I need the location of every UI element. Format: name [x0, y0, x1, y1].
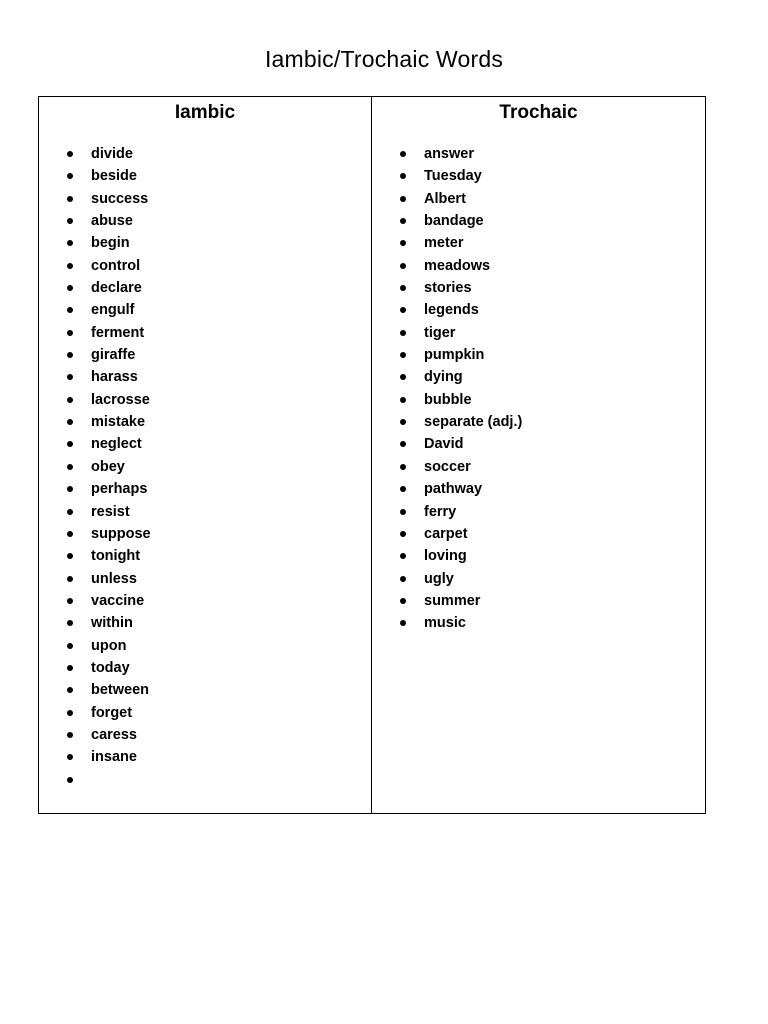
bullet-icon [400, 307, 406, 313]
bullet-icon [67, 285, 73, 291]
iambic-word-text: neglect [91, 436, 142, 453]
trochaic-word-item [372, 299, 705, 321]
trochaic-word-item [372, 590, 705, 612]
bullet-icon [400, 553, 406, 559]
iambic-word-item [39, 322, 371, 344]
bullet-icon [400, 464, 406, 470]
iambic-word-text: upon [91, 637, 127, 654]
trochaic-word-text: legends [424, 302, 479, 319]
trochaic-word-item [372, 456, 705, 478]
trochaic-word-text: soccer [424, 458, 471, 475]
trochaic-word-item [372, 523, 705, 545]
trochaic-word-text: answer [424, 146, 474, 162]
bullet-icon [400, 531, 406, 537]
iambic-word-item [39, 210, 371, 232]
trochaic-word-text: dying [424, 369, 463, 386]
bullet-icon [67, 509, 73, 515]
bullet-icon [400, 285, 406, 291]
trochaic-word-item [372, 389, 705, 411]
bullet-icon [67, 777, 73, 783]
bullet-icon [400, 352, 406, 358]
trochaic-word-item [372, 545, 705, 567]
bullet-icon [67, 419, 73, 425]
trochaic-word-text: carpet [424, 525, 468, 542]
trochaic-word-item [372, 188, 705, 210]
iambic-word-text: declare [91, 280, 142, 297]
iambic-column [39, 97, 372, 813]
bullet-icon [67, 486, 73, 492]
bullet-icon [400, 441, 406, 447]
iambic-word-list [39, 143, 371, 791]
bullet-icon [400, 598, 406, 604]
bullet-icon [400, 576, 406, 582]
iambic-word-text: success [91, 190, 149, 207]
bullet-icon [67, 710, 73, 716]
trochaic-word-text: loving [424, 548, 467, 565]
trochaic-word-text: meter [424, 235, 464, 252]
trochaic-word-item [372, 255, 705, 277]
bullet-icon [67, 240, 73, 246]
iambic-word-text: lacrosse [91, 391, 150, 408]
bullet-icon [400, 486, 406, 492]
trochaic-word-text: summer [424, 592, 481, 609]
trochaic-word-item [372, 322, 705, 344]
trochaic-word-item [372, 411, 705, 433]
trochaic-word-item [372, 366, 705, 388]
trochaic-word-text: pathway [424, 481, 483, 498]
iambic-word-item [39, 433, 371, 455]
page-title: Iambic/Trochaic Words [264, 46, 504, 72]
trochaic-column [372, 97, 705, 813]
trochaic-word-text: Tuesday [424, 168, 482, 185]
iambic-word-item [39, 165, 371, 187]
iambic-word-text: suppose [91, 525, 151, 542]
bullet-icon [400, 509, 406, 515]
iambic-word-item [39, 724, 371, 746]
trochaic-word-text: Albert [424, 190, 466, 207]
iambic-word-item [39, 545, 371, 567]
bullet-icon [67, 553, 73, 559]
trochaic-word-item [372, 568, 705, 590]
bullet-icon [67, 352, 73, 358]
iambic-word-text: tonight [91, 548, 141, 565]
bullet-icon [67, 374, 73, 380]
iambic-word-item [39, 769, 371, 791]
bullet-icon [400, 620, 406, 626]
bullet-icon [67, 397, 73, 403]
bullet-icon [400, 173, 406, 179]
iambic-word-item [39, 411, 371, 433]
trochaic-word-item [372, 433, 705, 455]
bullet-icon [400, 240, 406, 246]
trochaic-word-text: pumpkin [424, 347, 485, 364]
iambic-word-text: insane [91, 749, 137, 766]
iambic-word-text: divide [91, 146, 133, 162]
iambic-word-item [39, 456, 371, 478]
iambic-word-text: abuse [91, 213, 133, 230]
iambic-header: Iambic [174, 102, 236, 123]
bullet-icon [67, 151, 73, 157]
iambic-word-text: forget [91, 704, 133, 721]
bullet-icon [67, 441, 73, 447]
iambic-word-text: begin [91, 235, 130, 252]
trochaic-word-item [372, 501, 705, 523]
trochaic-word-text: tiger [424, 324, 456, 341]
trochaic-word-item [372, 478, 705, 500]
bullet-icon [67, 643, 73, 649]
iambic-word-text: beside [91, 168, 137, 185]
iambic-word-text: vaccine [91, 592, 145, 609]
trochaic-word-item [372, 165, 705, 187]
iambic-word-text: resist [91, 503, 130, 520]
trochaic-word-item [372, 612, 705, 634]
bullet-icon [67, 196, 73, 202]
trochaic-word-text: bubble [424, 391, 472, 408]
iambic-word-item [39, 568, 371, 590]
trochaic-word-text: separate (adj.) [424, 414, 523, 431]
bullet-icon [67, 330, 73, 336]
bullet-icon [400, 263, 406, 269]
iambic-word-text: control [91, 257, 141, 274]
bullet-icon [400, 374, 406, 380]
bullet-icon [67, 620, 73, 626]
bullet-icon [67, 754, 73, 760]
trochaic-word-text: music [424, 615, 466, 632]
iambic-word-item [39, 344, 371, 366]
iambic-word-text: mistake [91, 414, 146, 431]
bullet-icon [67, 263, 73, 269]
iambic-word-text: ferment [91, 324, 145, 341]
iambic-word-text: engulf [91, 302, 135, 319]
iambic-word-text: harass [91, 369, 138, 386]
trochaic-word-item [372, 277, 705, 299]
iambic-word-item [39, 501, 371, 523]
trochaic-word-text: bandage [424, 213, 484, 230]
trochaic-word-item [372, 210, 705, 232]
iambic-word-item [39, 143, 371, 165]
iambic-word-item [39, 590, 371, 612]
bullet-icon [67, 173, 73, 179]
bullet-icon [400, 151, 406, 157]
bullet-icon [67, 531, 73, 537]
bullet-icon [400, 196, 406, 202]
iambic-word-text: obey [91, 458, 125, 475]
bullet-icon [67, 307, 73, 313]
iambic-word-item [39, 635, 371, 657]
trochaic-word-list [372, 143, 705, 635]
bullet-icon [400, 330, 406, 336]
bullet-icon [400, 419, 406, 425]
iambic-word-item [39, 232, 371, 254]
iambic-word-text: caress [91, 726, 137, 743]
iambic-word-text: perhaps [91, 481, 148, 498]
iambic-word-item [39, 255, 371, 277]
iambic-word-item [39, 299, 371, 321]
iambic-word-item [39, 746, 371, 768]
iambic-word-text: unless [91, 570, 137, 587]
bullet-icon [400, 218, 406, 224]
trochaic-word-text: David [424, 436, 464, 453]
iambic-word-text: between [91, 682, 150, 699]
iambic-word-item [39, 702, 371, 724]
bullet-icon [67, 218, 73, 224]
iambic-word-text: within [91, 615, 133, 632]
bullet-icon [67, 687, 73, 693]
trochaic-word-text: ugly [424, 570, 454, 587]
bullet-icon [400, 397, 406, 403]
bullet-icon [67, 464, 73, 470]
iambic-word-text: today [91, 659, 130, 676]
iambic-word-item [39, 366, 371, 388]
bullet-icon [67, 598, 73, 604]
iambic-word-item [39, 523, 371, 545]
word-table [38, 96, 706, 814]
trochaic-word-item [372, 232, 705, 254]
iambic-word-item [39, 478, 371, 500]
iambic-word-item [39, 657, 371, 679]
iambic-word-text: giraffe [91, 347, 136, 364]
bullet-icon [67, 732, 73, 738]
iambic-word-item [39, 188, 371, 210]
iambic-word-item [39, 679, 371, 701]
bullet-icon [67, 665, 73, 671]
trochaic-word-text: stories [424, 280, 472, 297]
trochaic-word-item [372, 143, 705, 165]
trochaic-word-text: meadows [424, 257, 491, 274]
bullet-icon [67, 576, 73, 582]
iambic-word-item [39, 277, 371, 299]
iambic-word-item [39, 389, 371, 411]
iambic-word-item [39, 612, 371, 634]
trochaic-word-item [372, 344, 705, 366]
trochaic-header: Trochaic [499, 102, 578, 123]
trochaic-word-text: ferry [424, 503, 457, 520]
